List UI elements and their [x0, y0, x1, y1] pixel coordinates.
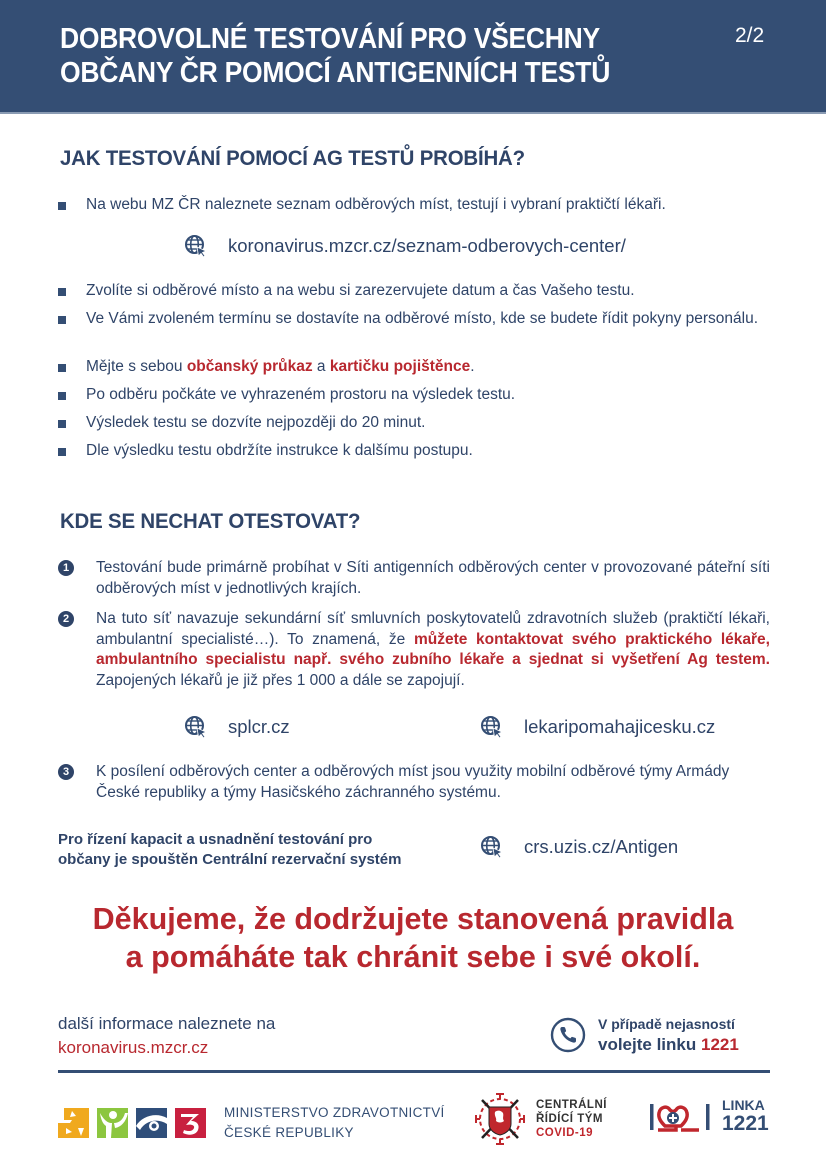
section-heading-how: JAK TESTOVÁNÍ POMOCÍ AG TESTŮ PROBÍHÁ? — [60, 146, 525, 170]
page-number: 2/2 — [735, 24, 765, 47]
mz-tile-blue-icon — [136, 1108, 167, 1138]
globe-cursor-icon — [480, 715, 504, 739]
link-crs-antigen[interactable] — [480, 835, 678, 859]
link-text[interactable]: crs.uzis.cz/Antigen — [524, 836, 679, 857]
thank-you-message: Děkujeme, že dodržujete stanovená pravidla a pomáháte tak chránit sebe i své okolí. — [92, 902, 734, 974]
bullet-square-icon — [58, 288, 66, 296]
highlight-insurance-card: kartičku pojištěnce — [329, 358, 471, 375]
header-banner — [0, 0, 826, 114]
globe-cursor-icon — [184, 234, 208, 258]
central-covid-team-logo: CENTRÁLNÍ ŘÍDÍCÍ TÝM COVID-19 — [474, 1090, 607, 1148]
coat-of-arms-icon — [474, 1090, 526, 1148]
globe-cursor-icon — [184, 715, 208, 739]
numbered-item-1: 1 Testování bude primárně probíhat v Síti antigenních odběrových center v provozované páteřní síti odběrových míst v jednotlivých krajích. — [58, 558, 770, 599]
list-item: Mějte s sebou občanský průkaz a kartičku pojištěnce. — [58, 357, 770, 377]
list-item: Po odběru počkáte ve vyhrazeném prostoru na výsledek testu. — [58, 385, 770, 405]
mz-tile-orange-icon — [58, 1108, 89, 1138]
link-text[interactable]: splcr.cz — [228, 716, 290, 737]
linka-heart-icon — [648, 1100, 712, 1134]
bullet-square-icon — [58, 364, 66, 372]
more-info: další informace naleznete na koronavirus.mzcr.cz — [58, 1012, 275, 1060]
footer-divider — [58, 1070, 770, 1073]
numbered-item-2: 2 Na tuto síť navazuje sekundární síť smluvních poskytovatelů zdravotních služeb (praktičtí lékaři, ambulantní specialisté…). To znamená, že můžete kontaktovat svého praktického lékaře, ambulantního specialistu např. svého zubního lékaře a sjednat si vyšetření Ag testem. Zapojených lékařů je již přes 1 000 a dále se zapojují. — [58, 609, 770, 691]
bullet-square-icon — [58, 392, 66, 400]
list-item: Na webu MZ ČR naleznete seznam odběrových míst, testují i vybraní praktičtí lékaři. — [58, 195, 770, 215]
link-odberova-centra[interactable] — [184, 234, 626, 258]
list-item: Výsledek testu se dozvíte nejpozději do 20 minut. — [58, 413, 770, 433]
mz-tile-red-icon — [175, 1108, 206, 1138]
bullet-square-icon — [58, 202, 66, 210]
highlight-contact-doctor: můžete kontaktovat svého praktického lékaře, ambulantního specialistu např. svého zubního lékaře a sjednat si vyšetření Ag testem. — [96, 630, 770, 668]
link-text[interactable]: lekaripomahajicesku.cz — [524, 716, 716, 737]
section-heading-where: KDE SE NECHAT OTESTOVAT? — [60, 509, 361, 533]
link-lekaripomahajicesku[interactable] — [480, 715, 715, 739]
hotline-number: 1221 — [700, 1035, 739, 1054]
number-3-icon: 3 — [58, 764, 74, 780]
number-2-icon: 2 — [58, 611, 74, 627]
list-item: Dle výsledku testu obdržíte instrukce k dalšímu postupu. — [58, 441, 770, 461]
globe-cursor-icon — [480, 835, 504, 859]
bullet-square-icon — [58, 448, 66, 456]
title-line-1: DOBROVOLNÉ TESTOVÁNÍ PRO VŠECHNY — [60, 23, 600, 55]
page-title — [60, 22, 610, 90]
numbered-item-3: 3 K posílení odběrových center a odběrových míst jsou využity mobilní odběrové týmy Armády České republiky a týmy Hasičského záchranného systému. — [58, 762, 758, 803]
bullet-square-icon — [58, 420, 66, 428]
ministry-of-health-logo: MINISTERSTVO ZDRAVOTNICTVÍ ČESKÉ REPUBLIKY — [58, 1103, 445, 1143]
title-line-2: OBČANY ČR POMOCÍ ANTIGENNÍCH TESTŮ — [60, 57, 611, 89]
list-item: Ve Vámi zvoleném termínu se dostavíte na odběrové místo, kde se budete řídit pokyny personálu. — [58, 309, 770, 329]
link-splcr[interactable] — [184, 715, 290, 739]
linka-1221-logo: LINKA 1221 — [648, 1098, 769, 1135]
list-item: Zvolíte si odběrové místo a na webu si zarezervujete datum a čas Vašeho testu. — [58, 281, 770, 301]
number-1-icon: 1 — [58, 560, 74, 576]
bullet-square-icon — [58, 316, 66, 324]
hotline-info: V případě nejasností volejte linku 1221 — [550, 1014, 739, 1056]
mz-tile-green-icon — [97, 1108, 128, 1138]
phone-icon — [550, 1017, 586, 1053]
highlight-id-card: občanský průkaz — [186, 358, 313, 375]
more-info-link[interactable]: koronavirus.mzcr.cz — [58, 1038, 209, 1057]
crs-note: Pro řízení kapacit a usnadnění testování pro občany je spouštěn Centrální rezervační systém — [58, 831, 402, 868]
link-text[interactable]: koronavirus.mzcr.cz/seznam-odberovych-center/ — [228, 235, 626, 256]
